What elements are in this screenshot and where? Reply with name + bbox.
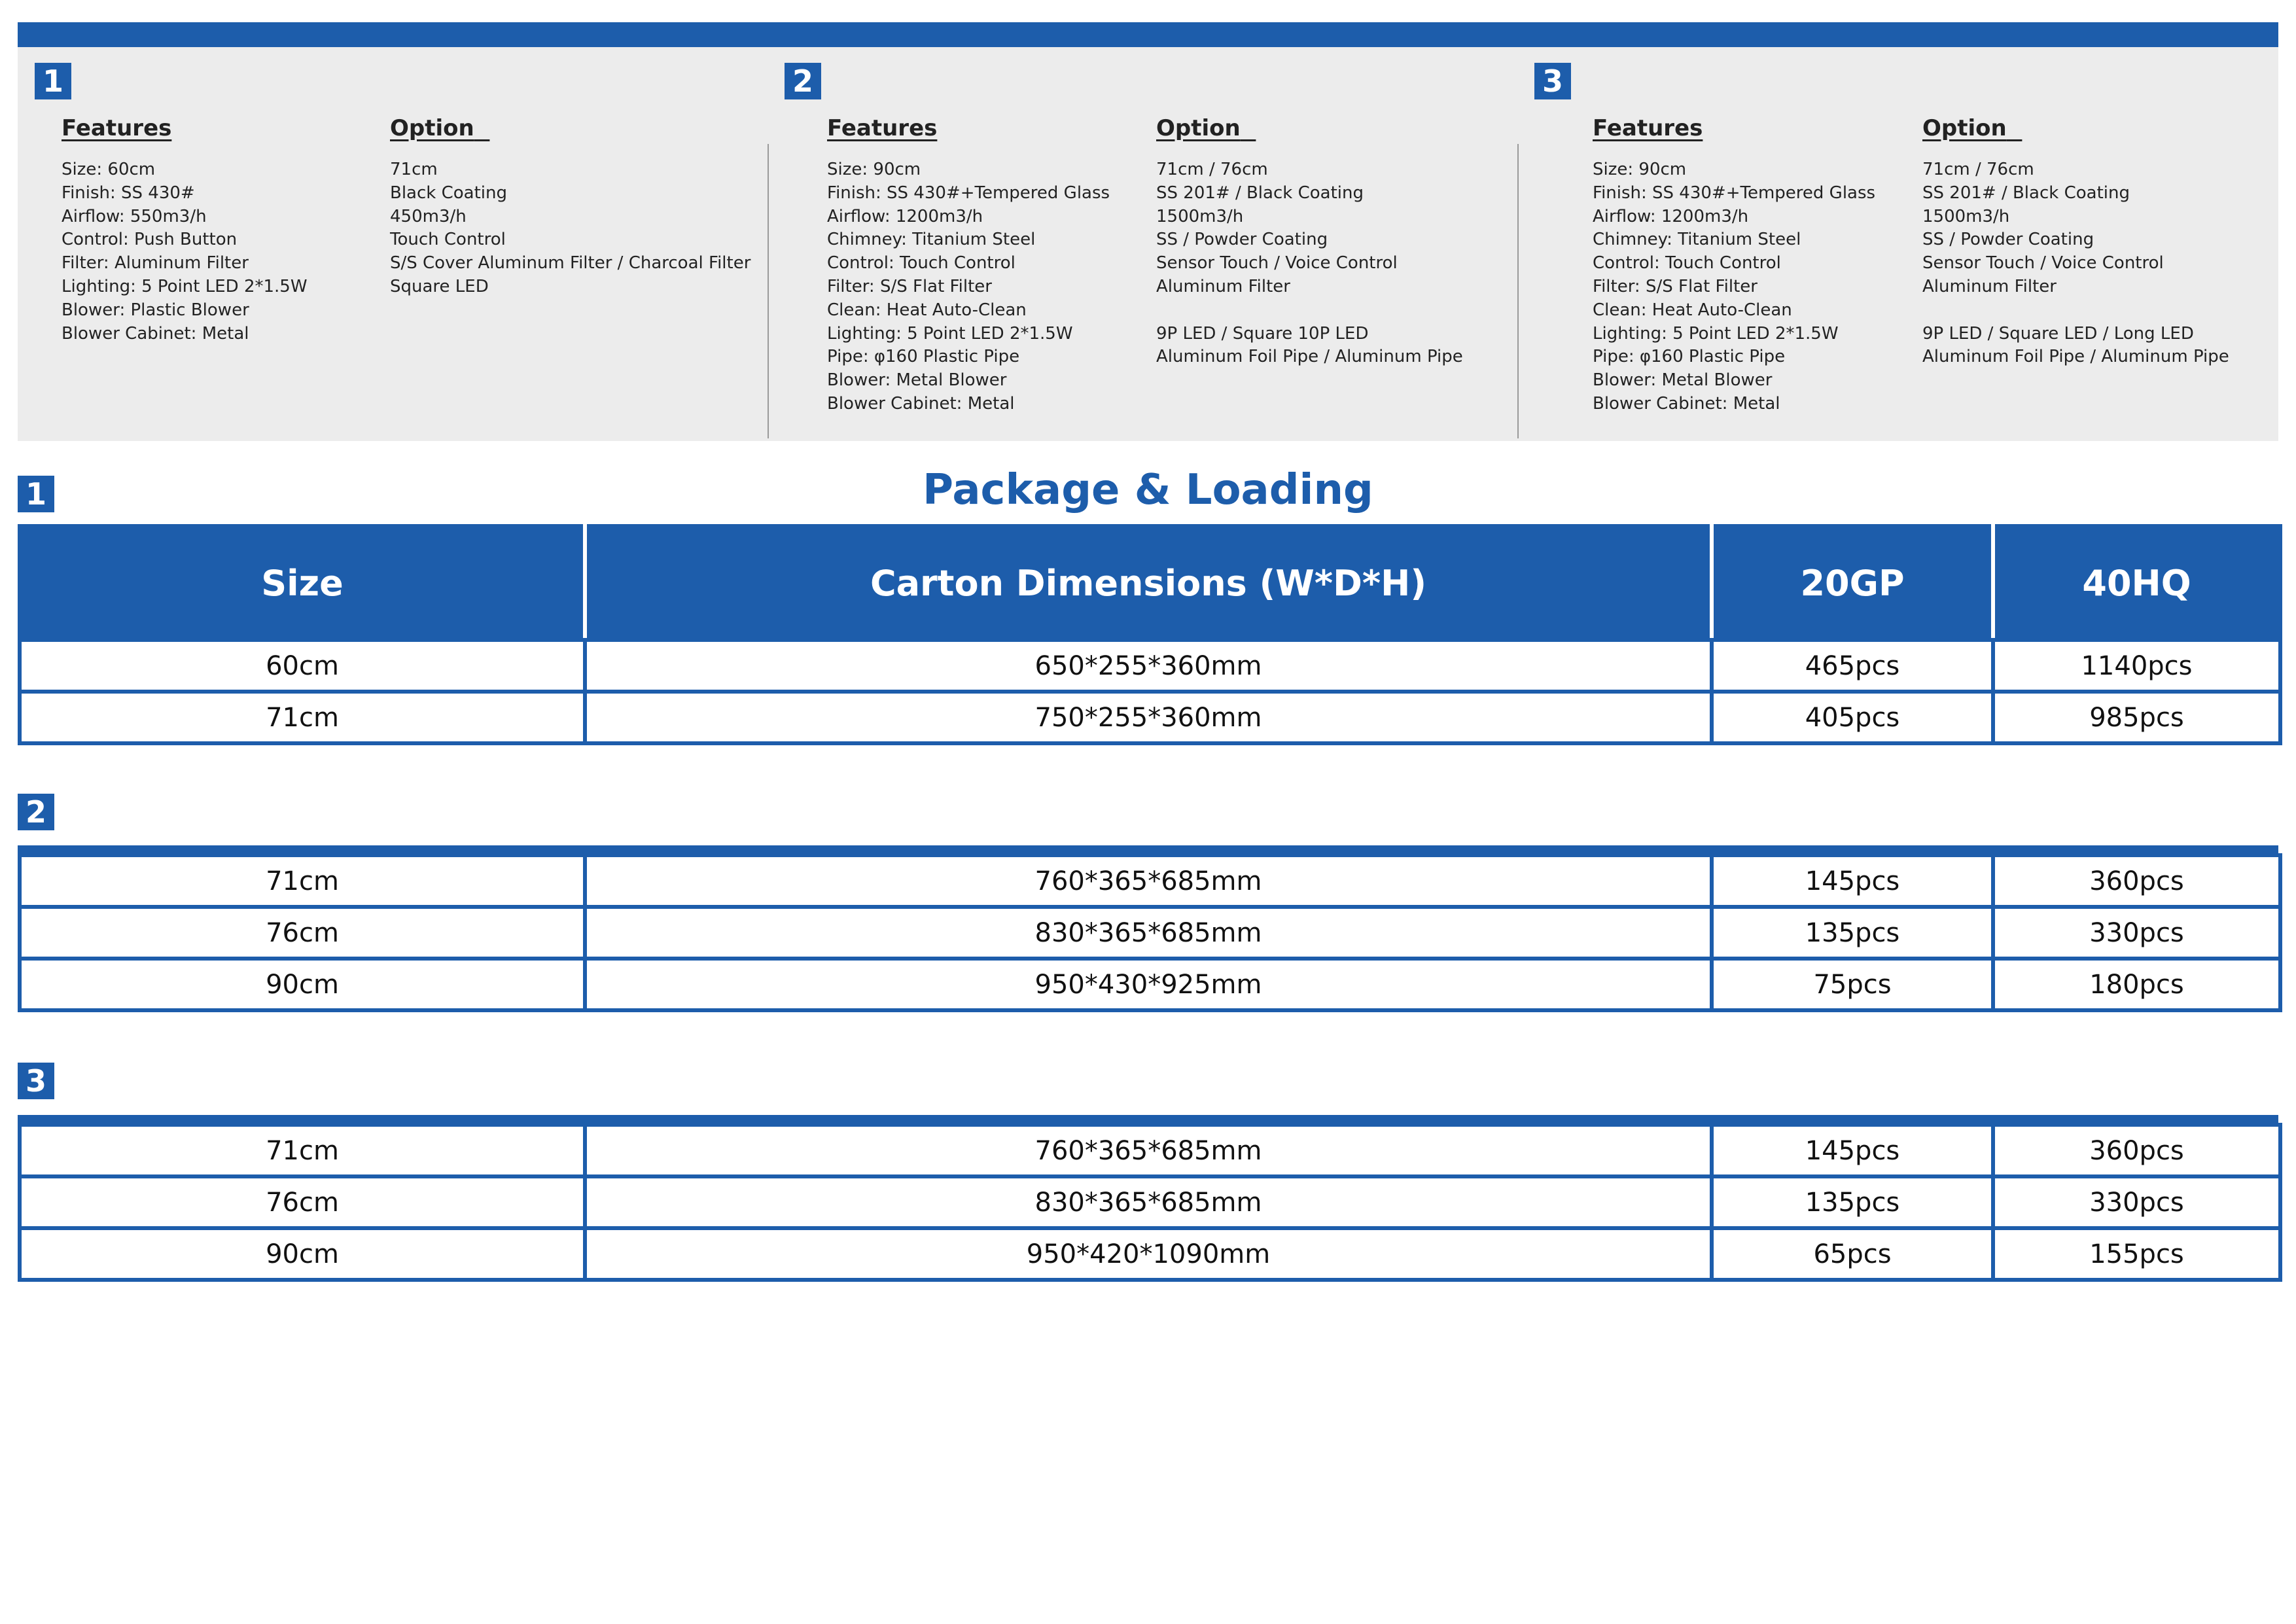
features-heading: Features bbox=[62, 115, 172, 141]
product-badge-2: 2 bbox=[785, 63, 821, 99]
cell-carton: 830*365*685mm bbox=[585, 1176, 1712, 1228]
option-line: SS / Powder Coating bbox=[1156, 230, 1328, 250]
option-line: Aluminum Filter bbox=[1156, 276, 1290, 296]
feature-line: Blower: Metal Blower bbox=[1593, 370, 1773, 391]
feature-line: Pipe: φ160 Plastic Pipe bbox=[827, 347, 1020, 367]
feature-line: Clean: Heat Auto-Clean bbox=[1593, 300, 1792, 320]
feature-line: Size: 60cm bbox=[62, 160, 156, 179]
option-line: 1500m3/h bbox=[1156, 206, 1244, 226]
header-size: Size bbox=[20, 526, 585, 640]
option-line: Aluminum Filter bbox=[1922, 276, 2057, 296]
cell-40hq: 330pcs bbox=[1993, 1176, 2280, 1228]
top-accent-bar bbox=[18, 22, 2278, 47]
column-divider bbox=[1517, 144, 1519, 438]
feature-line: Clean: Heat Auto-Clean bbox=[827, 300, 1027, 320]
feature-line: Blower Cabinet: Metal bbox=[1593, 393, 1780, 414]
table-row bbox=[20, 1176, 2280, 1228]
feature-line: Size: 90cm bbox=[1593, 160, 1687, 179]
feature-line: Blower Cabinet: Metal bbox=[62, 323, 249, 344]
cell-size: 60cm bbox=[20, 640, 585, 692]
cell-20gp: 65pcs bbox=[1712, 1228, 1993, 1280]
table-row bbox=[20, 640, 2280, 692]
cell-20gp: 135pcs bbox=[1712, 1176, 1993, 1228]
package-table-2 bbox=[18, 853, 2282, 1012]
cell-40hq: 155pcs bbox=[1993, 1228, 2280, 1280]
cell-40hq: 360pcs bbox=[1993, 855, 2280, 907]
cell-size: 90cm bbox=[20, 1228, 585, 1280]
option-line: Aluminum Foil Pipe / Aluminum Pipe bbox=[1156, 347, 1463, 367]
features-heading: Features bbox=[827, 115, 938, 141]
option-line: Sensor Touch / Voice Control bbox=[1156, 253, 1398, 274]
table-row bbox=[20, 1125, 2280, 1176]
feature-line: Lighting: 5 Point LED 2*1.5W bbox=[827, 323, 1073, 344]
cell-size: 71cm bbox=[20, 855, 585, 907]
cell-40hq: 180pcs bbox=[1993, 959, 2280, 1010]
cell-40hq: 985pcs bbox=[1993, 692, 2280, 743]
option-heading: Option bbox=[1922, 115, 2007, 141]
cell-size: 76cm bbox=[20, 907, 585, 959]
feature-line: Blower: Metal Blower bbox=[827, 370, 1007, 391]
option-line: 71cm / 76cm bbox=[1156, 160, 1268, 179]
option-line: SS 201# / Black Coating bbox=[1156, 183, 1364, 203]
option-line: Sensor Touch / Voice Control bbox=[1922, 253, 2164, 274]
product-badge-3: 3 bbox=[1534, 63, 1571, 99]
feature-line: Finish: SS 430# bbox=[62, 183, 195, 203]
option-line: 1500m3/h bbox=[1922, 206, 2010, 226]
option-line: Black Coating bbox=[390, 183, 508, 203]
option-heading: Option bbox=[1156, 115, 1241, 141]
feature-line: Airflow: 1200m3/h bbox=[827, 206, 983, 226]
header-carton: Carton Dimensions (W*D*H) bbox=[585, 526, 1712, 640]
feature-line: Chimney: Titanium Steel bbox=[827, 230, 1036, 250]
cell-20gp: 135pcs bbox=[1712, 907, 1993, 959]
feature-line: Control: Touch Control bbox=[827, 253, 1016, 274]
feature-line: Filter: Aluminum Filter bbox=[62, 253, 249, 274]
option-line bbox=[1922, 299, 2229, 323]
spec-panel bbox=[18, 47, 2278, 441]
cell-size: 71cm bbox=[20, 692, 585, 743]
option-heading: Option bbox=[390, 115, 474, 141]
cell-40hq: 1140pcs bbox=[1993, 640, 2280, 692]
feature-line: Blower: Plastic Blower bbox=[62, 300, 249, 320]
option-line: 450m3/h bbox=[390, 206, 467, 226]
cell-carton: 650*255*360mm bbox=[585, 640, 1712, 692]
feature-line: Airflow: 550m3/h bbox=[62, 206, 207, 226]
table-header-row bbox=[20, 526, 2280, 640]
cell-20gp: 145pcs bbox=[1712, 855, 1993, 907]
feature-line: Finish: SS 430#+Tempered Glass bbox=[827, 183, 1110, 203]
features-column-1 bbox=[62, 115, 308, 345]
table-row bbox=[20, 692, 2280, 743]
cell-carton: 950*430*925mm bbox=[585, 959, 1712, 1010]
cell-carton: 830*365*685mm bbox=[585, 907, 1712, 959]
feature-line: Control: Touch Control bbox=[1593, 253, 1781, 274]
table-row bbox=[20, 855, 2280, 907]
feature-line: Finish: SS 430#+Tempered Glass bbox=[1593, 183, 1876, 203]
option-line: SS 201# / Black Coating bbox=[1922, 183, 2130, 203]
cell-size: 71cm bbox=[20, 1125, 585, 1176]
features-column-2 bbox=[827, 115, 1110, 416]
cell-20gp: 145pcs bbox=[1712, 1125, 1993, 1176]
option-line: Square LED bbox=[390, 276, 489, 296]
product-badge-1: 1 bbox=[35, 63, 71, 99]
column-divider bbox=[768, 144, 769, 438]
option-line: 9P LED / Square 10P LED bbox=[1156, 323, 1369, 344]
table-badge-1: 1 bbox=[18, 476, 54, 512]
table-row bbox=[20, 1228, 2280, 1280]
option-line: Touch Control bbox=[390, 230, 506, 250]
option-line: S/S Cover Aluminum Filter / Charcoal Filter bbox=[390, 253, 751, 274]
feature-line: Lighting: 5 Point LED 2*1.5W bbox=[62, 276, 308, 296]
feature-line: Size: 90cm bbox=[827, 160, 921, 179]
feature-line: Filter: S/S Flat Filter bbox=[1593, 276, 1757, 296]
cell-carton: 760*365*685mm bbox=[585, 1125, 1712, 1176]
cell-size: 90cm bbox=[20, 959, 585, 1010]
feature-line: Chimney: Titanium Steel bbox=[1593, 230, 1801, 250]
features-column-3 bbox=[1593, 115, 1875, 416]
feature-line: Pipe: φ160 Plastic Pipe bbox=[1593, 347, 1786, 367]
cell-40hq: 330pcs bbox=[1993, 907, 2280, 959]
cell-20gp: 405pcs bbox=[1712, 692, 1993, 743]
option-column-2 bbox=[1156, 115, 1463, 369]
option-line: SS / Powder Coating bbox=[1922, 230, 2094, 250]
features-heading: Features bbox=[1593, 115, 1703, 141]
option-line: 71cm bbox=[390, 160, 438, 179]
cell-carton: 750*255*360mm bbox=[585, 692, 1712, 743]
cell-20gp: 75pcs bbox=[1712, 959, 1993, 1010]
option-line: 9P LED / Square LED / Long LED bbox=[1922, 323, 2194, 344]
feature-line: Filter: S/S Flat Filter bbox=[827, 276, 992, 296]
cell-20gp: 465pcs bbox=[1712, 640, 1993, 692]
cell-40hq: 360pcs bbox=[1993, 1125, 2280, 1176]
cell-carton: 760*365*685mm bbox=[585, 855, 1712, 907]
feature-line: Blower Cabinet: Metal bbox=[827, 393, 1015, 414]
option-line: 71cm / 76cm bbox=[1922, 160, 2034, 179]
table-badge-3: 3 bbox=[18, 1063, 54, 1099]
package-table-1 bbox=[18, 524, 2282, 745]
table-badge-2: 2 bbox=[18, 794, 54, 830]
table-row bbox=[20, 959, 2280, 1010]
header-40hq: 40HQ bbox=[1993, 526, 2280, 640]
option-column-3 bbox=[1922, 115, 2229, 369]
option-line: Aluminum Foil Pipe / Aluminum Pipe bbox=[1922, 347, 2229, 367]
cell-carton: 950*420*1090mm bbox=[585, 1228, 1712, 1280]
header-20gp: 20GP bbox=[1712, 526, 1993, 640]
package-title: Package & Loading bbox=[923, 466, 1373, 514]
feature-line: Control: Push Button bbox=[62, 230, 238, 250]
option-line bbox=[1156, 299, 1463, 323]
feature-line: Lighting: 5 Point LED 2*1.5W bbox=[1593, 323, 1839, 344]
feature-line: Airflow: 1200m3/h bbox=[1593, 206, 1749, 226]
option-column-1 bbox=[390, 115, 751, 299]
cell-size: 76cm bbox=[20, 1176, 585, 1228]
package-table-3 bbox=[18, 1123, 2282, 1282]
table-row bbox=[20, 907, 2280, 959]
